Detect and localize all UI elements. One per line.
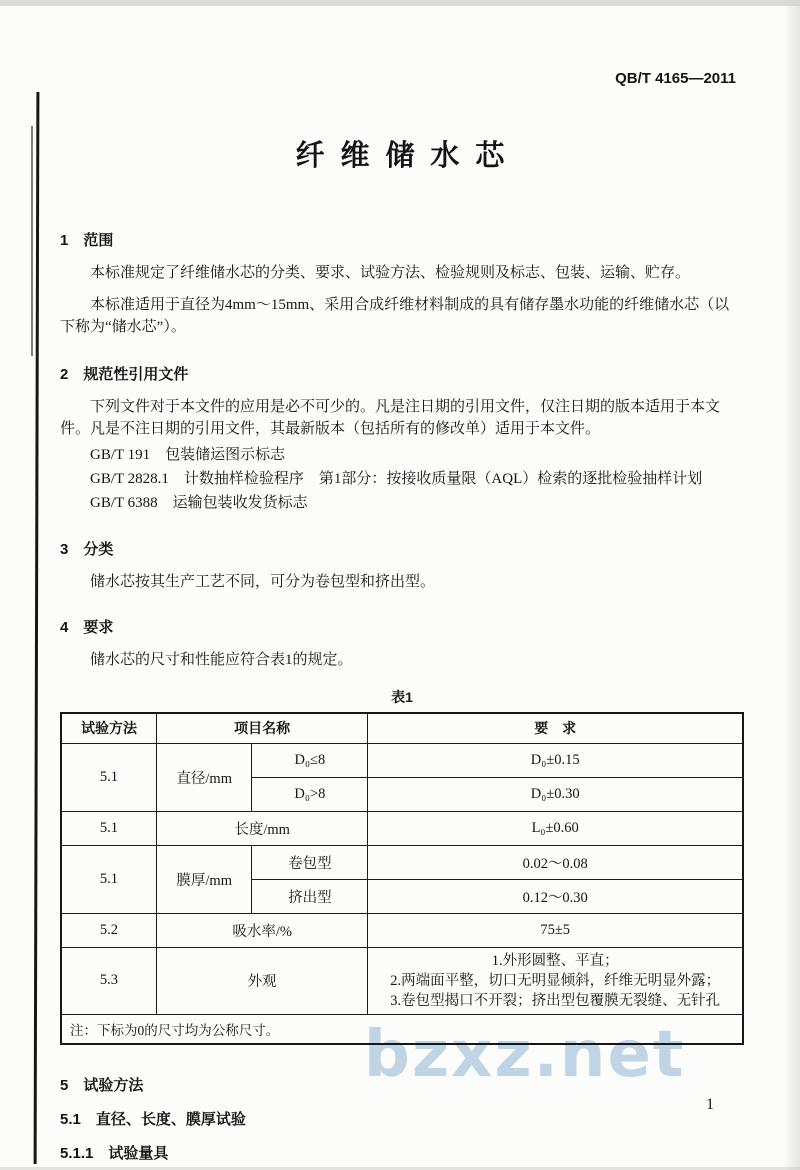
cell-absorption-method: 5.2 xyxy=(61,913,156,947)
cell-diameter-name: 直径/mm xyxy=(156,743,251,811)
section-5-1-heading: 5.1 直径、长度、膜厚试验 xyxy=(60,1110,246,1128)
page-number: 1 xyxy=(706,1096,714,1113)
section-5-heading: 5 试验方法 xyxy=(60,1076,144,1094)
reference-item: GB/T 6388 运输包装收发货标志 xyxy=(90,495,308,511)
table-header-row xyxy=(61,713,743,743)
table-1-caption: 表1 xyxy=(391,689,413,705)
scope-paragraph-2: 本标准适用于直径为4mm～15mm、采用合成纤维材料制成的具有储存墨水功能的纤维储水芯（以下称为“储水芯”）。 xyxy=(60,297,730,335)
cell-diameter-req2: D₀±0.30 xyxy=(368,777,743,811)
table-note-row xyxy=(61,1014,743,1044)
scope-paragraph-1: 本标准规定了纤维储水芯的分类、要求、试验方法、检验规则及标志、包装、运输、贮存。 xyxy=(90,265,691,281)
section-5-1-1-heading: 5.1.1 试验量具 xyxy=(60,1144,169,1162)
header-cell-method: 试验方法 xyxy=(61,713,156,743)
doc-number: QB/T 4165—2011 xyxy=(615,70,736,87)
references-list xyxy=(60,444,744,515)
table-row-film-1 xyxy=(61,845,743,879)
cell-film-case1: 卷包型 xyxy=(252,845,368,879)
watermark: bzxz.net xyxy=(364,1018,686,1092)
table-row-appearance xyxy=(61,947,743,1014)
document-title: 纤维储水芯 xyxy=(295,140,521,172)
table-row-diameter-1 xyxy=(61,743,743,777)
cell-length-method: 5.1 xyxy=(61,811,156,845)
section-3-heading: 3 分类 xyxy=(60,541,114,558)
cell-appearance-req xyxy=(368,947,743,1014)
section-4-heading: 4 要求 xyxy=(60,619,114,636)
cell-diameter-case1: D₀≤8 xyxy=(252,743,368,777)
header-cell-requirement: 要 求 xyxy=(368,713,743,743)
reference-item: GB/T 191 包装储运图示标志 xyxy=(90,447,286,463)
appearance-req-line-1: 1.外形圆整、平直； xyxy=(491,952,619,969)
table-note: 注：下标为0的尺寸均为公称尺寸。 xyxy=(61,1014,743,1044)
cell-absorption-req: 75±5 xyxy=(368,913,743,947)
table-row-absorption xyxy=(61,913,743,947)
cell-absorption-name: 吸水率/% xyxy=(156,913,367,947)
classification-paragraph: 储水芯按其生产工艺不同，可分为卷包型和挤出型。 xyxy=(90,574,436,590)
cell-film-req1: 0.02～0.08 xyxy=(368,845,743,879)
appearance-req-line-2: 2.两端面平整，切口无明显倾斜，纤维无明显外露； xyxy=(390,972,721,989)
cell-appearance-name: 外观 xyxy=(156,947,367,1014)
reference-item: GB/T 2828.1 计数抽样检验程序 第1部分：按接收质量限（AQL）检索的逐批检验抽样计划 xyxy=(90,471,703,487)
document-body xyxy=(0,230,800,1165)
cell-diameter-method: 5.1 xyxy=(61,743,156,811)
cell-film-case2: 挤出型 xyxy=(252,879,368,913)
cell-film-req2: 0.12～0.30 xyxy=(368,879,743,913)
cell-diameter-req1: D₀±0.15 xyxy=(368,743,743,777)
scan-edge-top xyxy=(0,0,800,6)
appearance-req-line-3: 3.卷包型揭口不开裂；挤出型包覆膜无裂缝、无针孔 xyxy=(390,992,721,1009)
cell-diameter-case2: D₀>8 xyxy=(252,777,368,811)
header-cell-item: 项目名称 xyxy=(156,713,367,743)
cell-length-req: L₀±0.60 xyxy=(368,811,743,845)
requirements-paragraph: 储水芯的尺寸和性能应符合表1的规定。 xyxy=(90,652,353,668)
table-row-length xyxy=(61,811,743,845)
cell-film-method: 5.1 xyxy=(61,845,156,913)
cell-film-name: 膜厚/mm xyxy=(156,845,251,913)
cell-appearance-method: 5.3 xyxy=(61,947,156,1014)
section-1-heading: 1 范围 xyxy=(60,232,114,249)
references-intro: 下列文件对于本文件的应用是必不可少的。凡是注日期的引用文件，仅注日期的版本适用于本文件。凡是不注日期的引用文件，其最新版本（包括所有的修改单）适用于本文件。 xyxy=(60,399,721,437)
section-2-heading: 2 规范性引用文件 xyxy=(60,366,189,383)
table-1 xyxy=(60,712,744,1045)
cell-length-name: 长度/mm xyxy=(156,811,367,845)
